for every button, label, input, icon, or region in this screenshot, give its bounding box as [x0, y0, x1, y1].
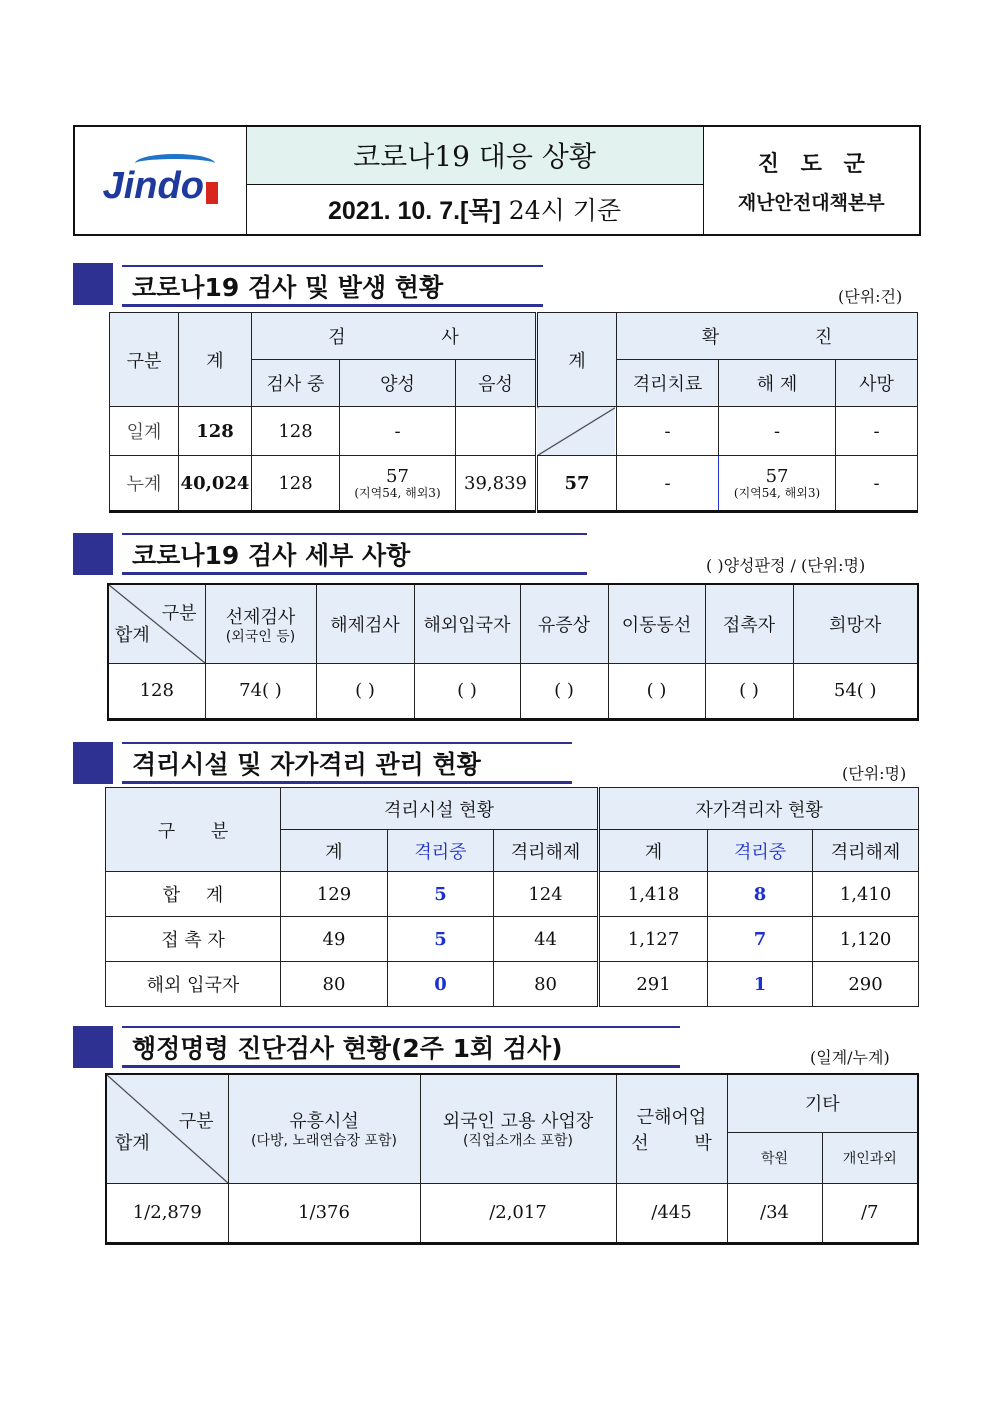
cell: 128 [252, 407, 340, 456]
col-negative: 음성 [456, 360, 537, 407]
cell: 128 [179, 407, 252, 456]
cell: ( ) [520, 663, 608, 720]
col-self-quarantine: 자가격리자 현황 [599, 788, 919, 830]
row-label: 합 계 [106, 872, 281, 917]
cell: - [836, 456, 918, 512]
table-row [106, 917, 919, 962]
cell: 74( ) [205, 663, 316, 720]
cell: - [617, 407, 719, 456]
logo-seal-icon [206, 182, 218, 204]
cell [340, 456, 456, 512]
col-contact: 접촉자 [705, 584, 793, 663]
cell: 291 [599, 962, 708, 1007]
col-symptom: 유증상 [520, 584, 608, 663]
unit-label: (일계/누계) [810, 1048, 890, 1067]
col-route: 이동동선 [608, 584, 705, 663]
cell: ( ) [414, 663, 520, 720]
cell: - [340, 407, 456, 456]
col-positive: 양성 [340, 360, 456, 407]
cell: /7 [822, 1183, 918, 1244]
cell: 5 [388, 917, 494, 962]
label: 선 박 [631, 1132, 712, 1154]
cell: 80 [281, 962, 388, 1007]
col-preemptive [205, 584, 316, 663]
col-academy: 학원 [727, 1132, 822, 1183]
col-confirmed: 확 진 [617, 313, 918, 360]
jindo-logo [74, 126, 246, 235]
col-testing: 검사 중 [252, 360, 340, 407]
cell: /34 [727, 1183, 822, 1244]
table-row [106, 962, 919, 1007]
col-self-ing: 격리중 [708, 830, 813, 872]
col-entertainment [228, 1074, 420, 1183]
label: 근해어업 [636, 1106, 707, 1128]
col-facility: 격리시설 현황 [281, 788, 599, 830]
cell: 1,418 [599, 872, 708, 917]
cell-value: 57 [386, 466, 409, 487]
table-row [106, 872, 919, 917]
cell-value: 57 [765, 466, 789, 487]
col-gubun: 구분 [110, 313, 179, 407]
cell: - [617, 456, 719, 512]
sub-label: (직업소개소 포함) [462, 1133, 574, 1150]
section-marker-icon [73, 263, 113, 305]
cell: ( ) [608, 663, 705, 720]
quarantine-table [105, 787, 919, 1007]
row-label: 접 촉 자 [106, 917, 281, 962]
label: 외국인 고용 사업장 [442, 1111, 594, 1133]
label: 유흥시설 [289, 1111, 359, 1133]
corner-diagonal-header [108, 584, 205, 663]
unit-label: (단위:명) [842, 764, 907, 783]
cell: 1,410 [813, 872, 919, 917]
row-label: 누계 [110, 456, 179, 512]
cell: 1,120 [813, 917, 919, 962]
col-tutor: 개인과외 [822, 1132, 918, 1183]
label: 선제검사 [225, 606, 296, 628]
cell [456, 407, 537, 456]
empty-diagonal-cell [537, 407, 617, 456]
col-test: 검 사 [252, 313, 537, 360]
org-name: 진 도 군 [757, 150, 865, 177]
gubun-label: 구분 [178, 1111, 214, 1132]
col-total: 계 [179, 313, 252, 407]
cell: 49 [281, 917, 388, 962]
gubun-label: 구분 [161, 603, 197, 624]
report-header [73, 125, 921, 236]
col-foreign-workplace [420, 1074, 616, 1183]
corner-diagonal-header [106, 1074, 228, 1183]
cell: 0 [388, 962, 494, 1007]
cell: 290 [813, 962, 919, 1007]
col-released: 해 제 [719, 360, 836, 407]
section-marker-icon [73, 1026, 113, 1068]
section-title-test-detail: 코로나19 검사 세부 사항 [122, 533, 587, 575]
col-fac-ing: 격리중 [388, 830, 494, 872]
row-label: 해외 입국자 [106, 962, 281, 1007]
col-fac-total: 계 [281, 830, 388, 872]
report-title: 코로나19 대응 상황 [246, 126, 703, 184]
col-fishing [616, 1074, 727, 1183]
cell: ( ) [705, 663, 793, 720]
cell: 39,839 [456, 456, 537, 512]
sum-label: 합계 [115, 624, 150, 646]
col-release-test: 해제검사 [316, 584, 414, 663]
test-status-table [109, 312, 918, 513]
col-wish: 희망자 [793, 584, 918, 663]
table-row [110, 456, 918, 512]
cell: ( ) [316, 663, 414, 720]
section-title-admin-order: 행정명령 진단검사 현황(2주 1회 검사) [122, 1026, 680, 1068]
cell: 1/2,879 [106, 1183, 228, 1244]
cell: /445 [616, 1183, 727, 1244]
cell: 40,024 [179, 456, 252, 512]
logo-text: Jindo [102, 164, 204, 207]
dept-name: 재난안전대책본부 [737, 191, 885, 214]
test-detail-table [107, 583, 919, 721]
time-text: 24시 기준 [508, 196, 622, 226]
cell: 1/376 [228, 1183, 420, 1244]
cell: 128 [108, 663, 205, 720]
cell: 7 [708, 917, 813, 962]
row-label: 일계 [110, 407, 179, 456]
cell: /2,017 [420, 1183, 616, 1244]
cell: 8 [708, 872, 813, 917]
section-title-quarantine: 격리시설 및 자가격리 관리 현황 [122, 742, 572, 784]
cell: 57 [537, 456, 617, 512]
org-info [703, 126, 920, 235]
col-gubun: 구 분 [106, 788, 281, 872]
col-total2: 계 [537, 313, 617, 407]
unit-label: (단위:건) [838, 287, 903, 306]
table-row [110, 407, 918, 456]
col-self-total: 계 [599, 830, 708, 872]
col-fac-released: 격리해제 [494, 830, 599, 872]
table-row [106, 1183, 918, 1244]
cell: 124 [494, 872, 599, 917]
cell: - [719, 407, 836, 456]
cell: 54( ) [793, 663, 918, 720]
section-marker-icon [73, 742, 113, 784]
cell: - [836, 407, 918, 456]
cell: 1,127 [599, 917, 708, 962]
cell-sub: (지역54, 해외3) [733, 486, 821, 500]
cell: 129 [281, 872, 388, 917]
cell: 80 [494, 962, 599, 1007]
section-marker-icon [73, 533, 113, 575]
section-title-tests: 코로나19 검사 및 발생 현황 [122, 265, 543, 307]
cell [719, 456, 836, 512]
col-death: 사망 [836, 360, 918, 407]
col-isolation: 격리치료 [617, 360, 719, 407]
unit-label: ( )양성판정 / (단위:명) [706, 556, 866, 575]
admin-order-table [105, 1073, 919, 1245]
table-row [108, 663, 918, 720]
report-date [246, 184, 703, 235]
date-text: 2021. 10. 7.[목] [327, 197, 501, 226]
col-overseas: 해외입국자 [414, 584, 520, 663]
sum-label: 합계 [115, 1133, 150, 1154]
col-etc: 기타 [727, 1074, 918, 1132]
cell: 44 [494, 917, 599, 962]
sub-label: (다방, 노래연습장 포함) [251, 1133, 397, 1150]
cell: 128 [252, 456, 340, 512]
cell: 1 [708, 962, 813, 1007]
cell: 5 [388, 872, 494, 917]
cell-sub: (지역54, 해외3) [354, 486, 441, 500]
sub-label: (외국인 등) [225, 628, 296, 645]
col-self-released: 격리해제 [813, 830, 919, 872]
